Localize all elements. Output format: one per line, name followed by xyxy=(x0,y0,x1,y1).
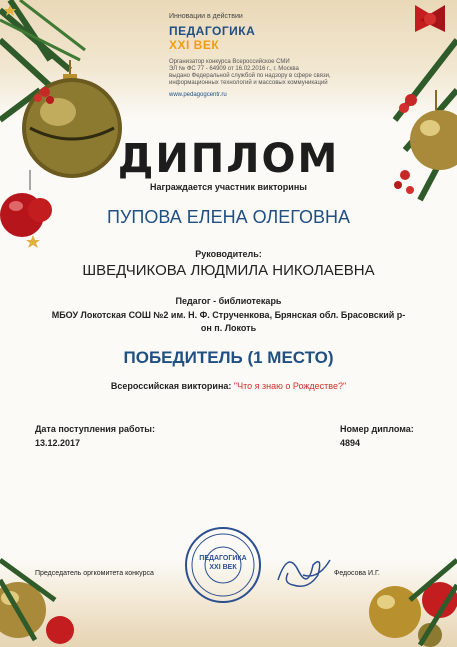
diploma-subtitle: Награждается участник викторины xyxy=(150,182,307,192)
supervisor-name: ШВЕДЧИКОВА ЛЮДМИЛА НИКОЛАЕВНА xyxy=(82,262,375,279)
diploma-number-value: 4894 xyxy=(340,438,361,448)
participant-name: ПУПОВА ЕЛЕНА ОЛЕГОВНА xyxy=(107,207,350,227)
school-line2: он п. Локоть xyxy=(200,323,257,333)
ornaments-bottom-right-icon xyxy=(369,560,457,647)
org-info-line1: Организатор конкурса Всероссийское СМИ xyxy=(169,59,290,65)
supervisor-label: Руководитель: xyxy=(195,249,262,259)
quiz-line xyxy=(0,381,457,391)
stamp-text-mid: XXI ВЕК xyxy=(209,564,237,571)
org-info-line4: информационных технологий и массовых коммуникаций xyxy=(169,80,328,86)
org-info-line2: ЭЛ № ФС 77 - 64909 от 16.02.2016 г., г. Москва xyxy=(169,66,299,72)
org-info-line3: выдано Федеральной службой по надзору в сфере связи, xyxy=(169,73,331,79)
brand-name-line2: XXI ВЕК xyxy=(169,38,220,52)
date-label: Дата поступления работы: xyxy=(35,424,155,434)
supervisor-position: Педагог - библиотекарь xyxy=(175,296,282,306)
website-link[interactable]: www.pedagogcentr.ru xyxy=(169,92,227,98)
stamp-text-top: ПЕДАГОГИКА xyxy=(199,555,247,562)
official-stamp xyxy=(183,525,263,605)
result-title: ПОБЕДИТЕЛЬ (1 МЕСТО) xyxy=(123,348,334,367)
signature-icon xyxy=(268,545,338,595)
date-value: 13.12.2017 xyxy=(35,438,81,448)
diploma-title: ДИПЛОМ xyxy=(117,136,340,182)
signer-name: Федосова И.Г. xyxy=(334,570,380,577)
brand-name-line1: ПЕДАГОГИКА xyxy=(169,24,256,38)
quiz-label: Всероссийская викторина: xyxy=(110,381,232,391)
chairman-label: Председатель оргкомитета конкурса xyxy=(35,570,154,577)
header-tagline: Инновации в действии xyxy=(169,13,243,20)
quiz-title: "Что я знаю о Рождестве?" xyxy=(233,381,347,391)
red-bow-icon xyxy=(415,5,445,32)
diploma-number-label: Номер диплома: xyxy=(340,424,414,434)
school-line1: МБОУ Локотская СОШ №2 им. Н. Ф. Струченкова, Брянская обл. Брасовский р- xyxy=(51,310,406,320)
